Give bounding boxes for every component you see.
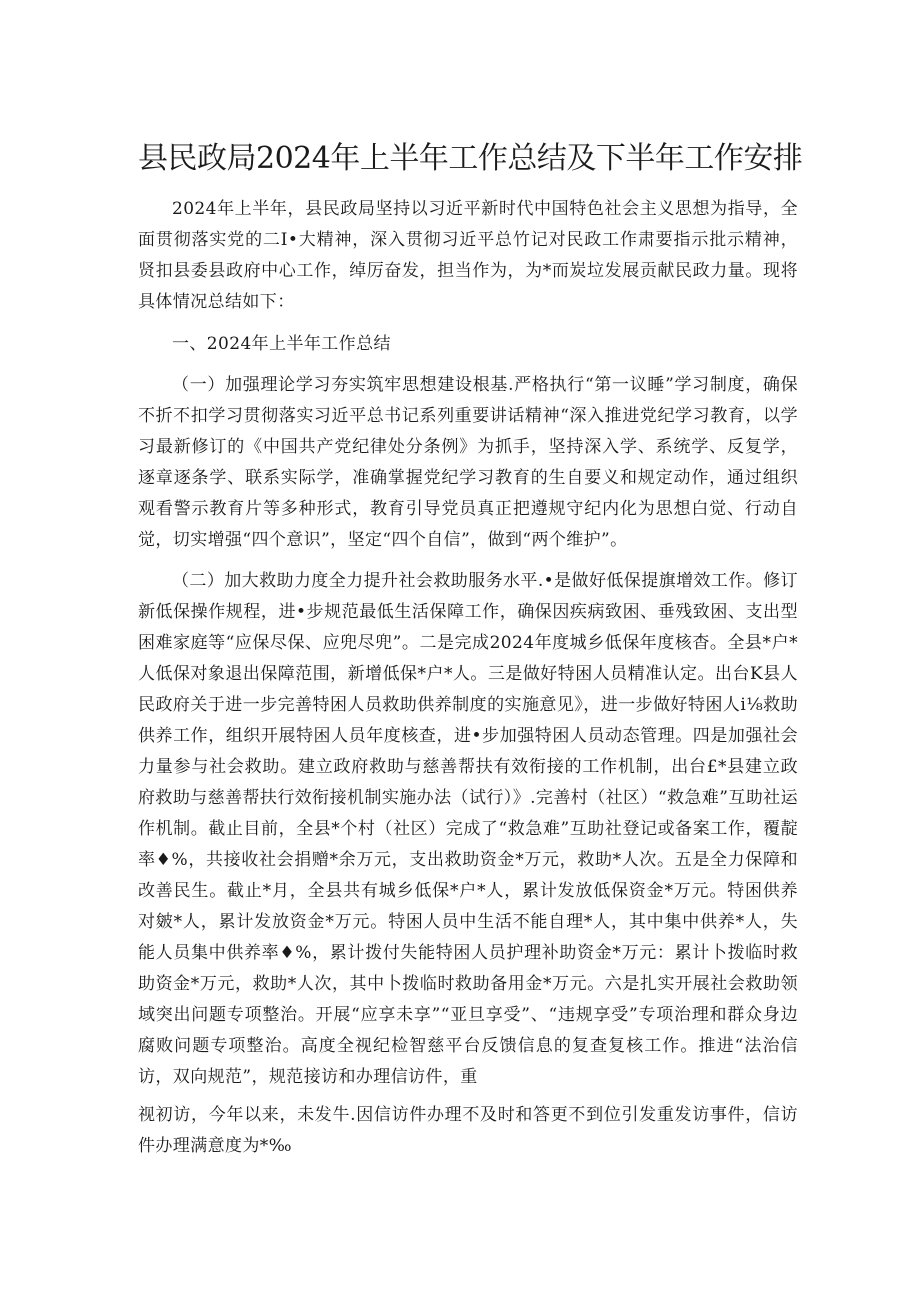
section-heading: 一、2024年上半年工作总结 <box>172 334 391 354</box>
body-paragraph-theory-study: （一）加强理论学习夯实筑牢思想建设根基.严格执行“第一议睡”学习制度，确保不折不扣学习贯彻落实习近平总书记系列重要讲话精神“深入推进党纪学习教育，以学习最新修订的《中国共产党纪律处分条例》为抓手，坚持深入学、系统学、反复学，逐章逐条学、联系实际学，准确掌握党纪学习教育的生自要义和规定动作，通过组织观看警示教育片等多种形式，教育引导党员真正把遵规守纪内化为思想白觉、行动自觉，切实增强“四个意识”，坚定“四个自信”，做到“两个维护”。 <box>138 375 798 550</box>
body-paragraph-petition: 视初访，今年以来，未发牛.因信访件办理不及时和答更不到位引发重发访事件，信访件办理满意度为*‰ <box>138 1105 798 1156</box>
intro-paragraph: 2024年上半年，县民政局坚持以习近平新时代中国特色社会主义思想为指导，全面贯彻落实党的二I•大精神，深入贯彻习近平总竹记对民政工作肃要指示批示精神，贤扣县委县政府中心工作，绰厉奋发，担当作为，为*而炭垃发展贡献民政力量。现将具体情况总结如下： <box>138 199 798 312</box>
document-title: 县民政局2024年上半年工作总结及下半年工作安排 <box>138 141 803 176</box>
body-paragraph-social-assistance: （二）加大救助力度全力提升社会救助服务水平.•是做好低保提旗增效工作。修订新低保操作规程，进•步规范最低生活保障工作，确保因疾病致困、垂残致困、支出型困难家庭等“应保尽保、应兜尽兜”。二是完成2024年度城乡低保年度核杳。全县*户*人低保对象退出保障范围，新增低保*户*人。三是做好特困人员精准认定。出台K县人民政府关于进一步完善特困人员救助供养制度的实施意见》，进一步做好特困人i⅛救助供养工作，组织开展特困人员年度核查，进•步加强特困人员动态管理。四是加强社会力量参与社会救助。建立政府救助与慈善帮扶有效衔接的工作机制，出台£*县建立政府救助与慈善帮扶行效衔接机制实施办法（试行）》.完善村（社区）“救急难”互助社运作机制。截止目前，全县*个村（社区）完成了“救急难”互助社登记或备案工作，覆靛率♦%，共接收社会捐赠*余万元，支出救助资金*万元，救助*人次。五是全力保障和改善民生。截止*月，全县共有城乡低保*户*人，累计发放低保资金*万元。特困供养对皴*人，累计发放资金*万元。特困人员中生活不能自理*人，其中集中供养*人，失能人员集中供养率♦%，累计拨付失能特困人员护理补助资金*万元：累计卜拨临时救助资金*万元，救助*人次，其中卜拨临时救助备用金*万元。六是扎实开展社会救助领域突出问题专项整治。开展“应享未享”“亚旦享受”、“违规享受”专项治理和群众身边腐败问题专项整治。高度全视纪检智慈平台反馈信息的复查复核工作。推进“法治信访，双向规范”，规范接访和办理信访件，重 <box>138 571 798 1087</box>
